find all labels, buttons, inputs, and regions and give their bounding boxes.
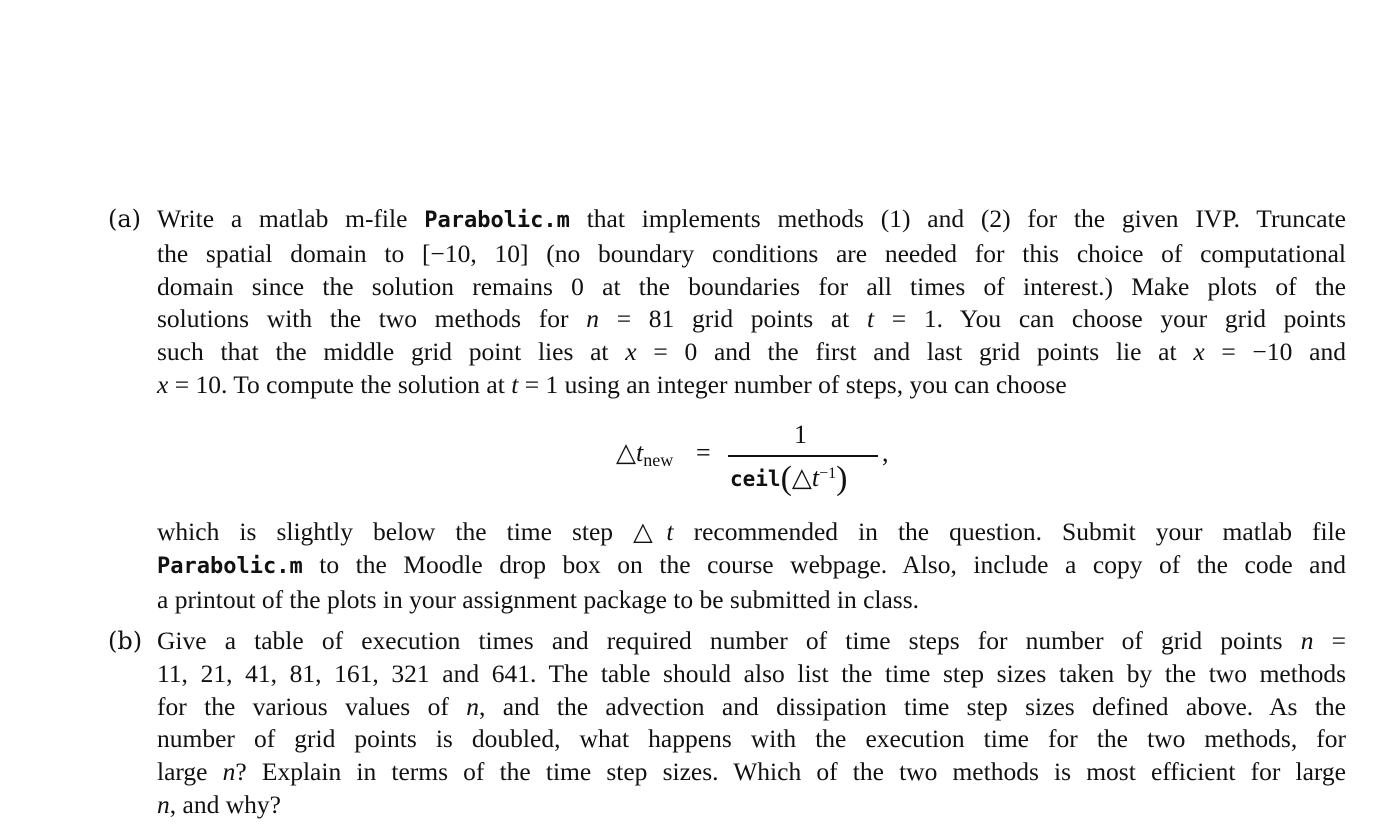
part-b-paragraph — [157, 625, 1346, 822]
part-a-line-6: x = 10. To compute the solution at t = 1 using an integer number of steps, you can choose — [157, 369, 1067, 399]
part-a-line-8: Parabolic.m to the Moodle drop box on the course webpage. Also, include a copy of the code and — [157, 549, 1346, 579]
filename-code: Parabolic.m — [424, 208, 570, 233]
part-a-paragraph — [157, 203, 1346, 402]
part-b-line-6: n, and why? — [157, 789, 281, 819]
part-a-line-2: the spatial domain to [−10, 10] (no boundary conditions are needed for this choice of computational — [157, 238, 1346, 268]
part-a-line-3: domain since the solution remains 0 at the boundaries for all times of interest.) Make plots of the — [157, 271, 1346, 301]
part-a-line-9: a printout of the plots in your assignment package to be submitted in class. — [157, 584, 920, 614]
equation-denominator: $ceil(\triangle t^{-1})$ — [730, 460, 848, 497]
part-a-after-equation — [157, 516, 1346, 616]
part-b-line-4: number of grid points is doubled, what happens with the execution time for the two methods, for — [157, 724, 1346, 754]
part-b-line-1: Give a table of execution times and required number of time steps for number of grid points n = — [157, 626, 1346, 655]
filename-code: Parabolic.m — [157, 553, 303, 579]
part-a-line-4: solutions with the two methods for n = 81 grid points at t = 1. You can choose your grid points — [157, 304, 1347, 334]
part-a-label: (a) — [108, 205, 142, 233]
part-b-line-2: 11, 21, 41, 81, 161, 321 and 641. The table should also list the time step sizes taken by the two methods — [157, 658, 1346, 688]
part-b-line-5: large n? Explain in terms of the time step sizes. Which of the two methods is most efficient for large — [157, 757, 1346, 787]
fraction-bar — [728, 455, 878, 457]
part-a-line-7: which is slightly below the time step △t recommended in the question. Submit your matlab file — [157, 517, 1346, 546]
equation-comma: , — [882, 438, 889, 467]
equation-equals: = — [696, 438, 711, 467]
part-a-line-5: such that the middle grid point lies at x = 0 and the first and last grid points lie at x = −10 and — [157, 337, 1347, 367]
part-b-line-3: for the various values of n, and the advection and dissipation time step sizes defined above. As the — [157, 691, 1346, 721]
equation-lhs: $\triangle t_{new}$ — [616, 438, 674, 470]
part-b-label: (b) — [108, 627, 143, 655]
equation-numerator: 1 — [794, 420, 807, 449]
time-step-equation — [616, 418, 916, 498]
part-a-line-1: Write a matlab m-file Parabolic.m that implements methods (1) and (2) for the given IVP. Truncate — [157, 204, 1346, 233]
